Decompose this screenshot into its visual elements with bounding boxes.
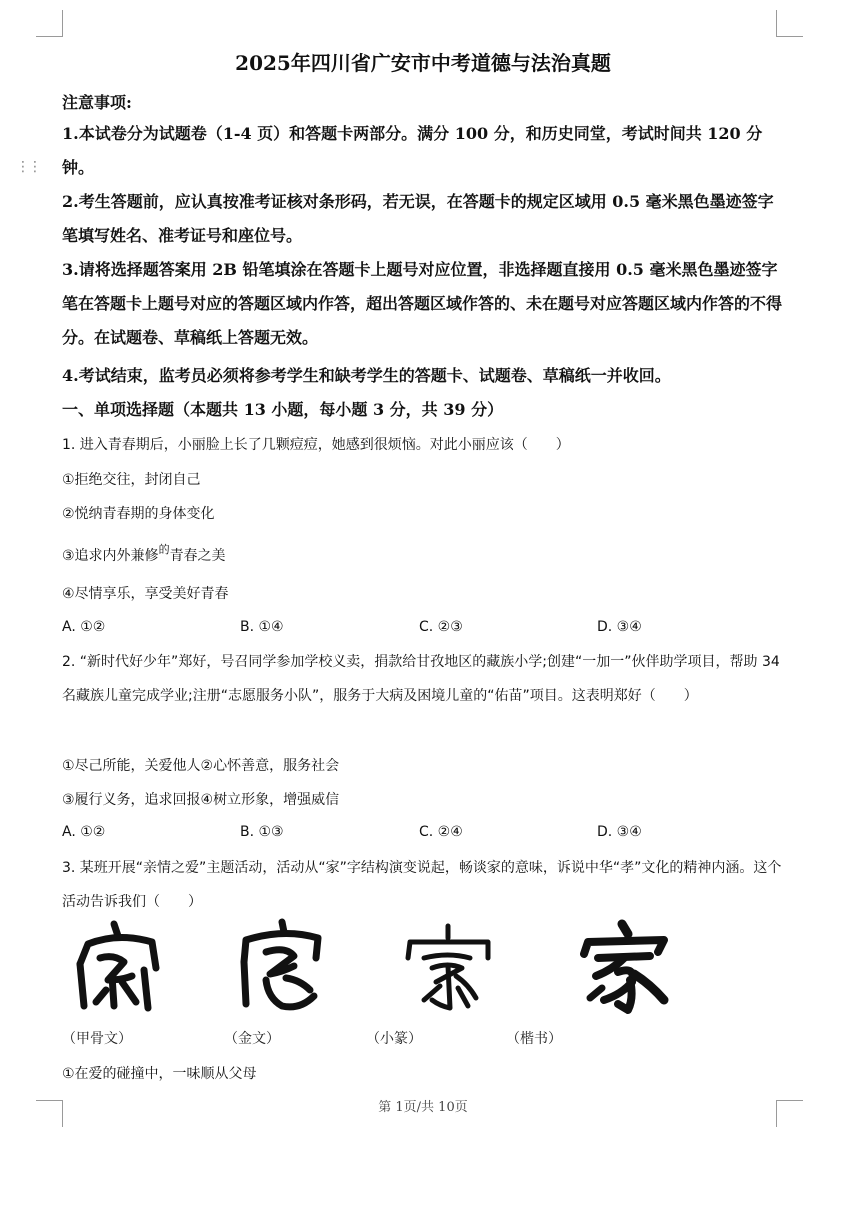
q2-statement-2: ③履行义务，追求回报④树立形象，增强威信 bbox=[62, 792, 340, 808]
notes-heading: 注意事项: bbox=[62, 93, 132, 112]
q2-option-c[interactable]: C. ②④ bbox=[419, 824, 463, 840]
page-footer: 第 1页/共 10页 bbox=[378, 1100, 468, 1115]
small-seal-jia-glyph bbox=[396, 918, 506, 1016]
crop-mark-top-right bbox=[776, 10, 803, 37]
q1-statement-3-sup: 的 bbox=[158, 543, 170, 556]
q2-option-b[interactable]: B. ①③ bbox=[240, 824, 284, 840]
bronze-jia-glyph bbox=[230, 918, 340, 1016]
caption-bronze: （金文） bbox=[224, 1031, 280, 1047]
note-item-4: 4.考试结束，监考员必须将参考学生和缺考学生的答题卡、试题卷、草稿纸一并收回。 bbox=[62, 366, 671, 385]
note-item-3: 3.请将选择题答案用 2B 铅笔填涂在答题卡上题号对应位置，非选择题直接用 0.5 毫米黑色墨迹签字笔在答题卡上题号对应的答题区域内作答，超出答题区域作答的、未在题号对应答题区域内作答的不得分。在试题卷、草稿纸上答题无效。 bbox=[62, 260, 783, 347]
q1-statement-4: ④尽情享乐，享受美好青春 bbox=[62, 586, 229, 602]
caption-small-seal: （小篆） bbox=[366, 1031, 422, 1047]
q3-statement-1: ①在爱的碰撞中，一味顺从父母 bbox=[62, 1066, 257, 1082]
q1-option-d[interactable]: D. ③④ bbox=[597, 619, 642, 635]
drag-handle-icon[interactable]: ⋮⋮ bbox=[16, 159, 40, 175]
q3-stem: 3. 某班开展“亲情之爱”主题活动，活动从“家”字结构演变说起，畅谈家的意味，诉说中华“孝”文化的精神内涵。这个活动告诉我们（ ） bbox=[62, 860, 782, 910]
q1-statement-3 bbox=[62, 545, 226, 565]
q2-option-d[interactable]: D. ③④ bbox=[597, 824, 642, 840]
crop-mark-top-left bbox=[36, 10, 63, 37]
q1-stem: 1. 进入青春期后，小丽脸上长了几颗痘痘，她感到很烦恼。对此小丽应该（ ） bbox=[62, 437, 570, 453]
q1-statement-2: ②悦纳青春期的身体变化 bbox=[62, 506, 215, 522]
q1-option-c[interactable]: C. ②③ bbox=[419, 619, 463, 635]
q1-statement-1: ①拒绝交往，封闭自己 bbox=[62, 472, 201, 488]
note-item-2: 2.考生答题前，应认真按准考证核对条形码，若无误，在答题卡的规定区域用 0.5 毫米黑色墨迹签字笔填写姓名、准考证号和座位号。 bbox=[62, 192, 774, 245]
q1-option-a[interactable]: A. ①② bbox=[62, 619, 106, 635]
q1-statement-3-part-b: 青春之美 bbox=[169, 548, 226, 564]
oracle-bone-jia-glyph bbox=[66, 918, 176, 1016]
regular-script-jia-glyph bbox=[572, 918, 682, 1016]
page-title: 2025年四川省广安市中考道德与法治真题 bbox=[235, 51, 611, 75]
caption-regular-script: （楷书） bbox=[506, 1031, 562, 1047]
q2-statement-1: ①尽己所能，关爱他人②心怀善意，服务社会 bbox=[62, 758, 340, 774]
caption-oracle-bone: （甲骨文） bbox=[62, 1031, 132, 1047]
q2-stem: 2. “新时代好少年”郑好，号召同学参加学校义卖，捐款给甘孜地区的藏族小学;创建“一加一”伙伴助学项目，帮助 34 名藏族儿童完成学业;注册“志愿服务小队”，服务于大病及困境儿童的“佑苗”项目。这表明郑好（ ） bbox=[62, 654, 780, 704]
note-item-1: 1.本试卷分为试题卷（1-4 页）和答题卡两部分。满分 100 分，和历史同堂，考试时间共 120 分钟。 bbox=[62, 124, 763, 177]
section-heading: 一、单项选择题（本题共 13 小题，每小题 3 分，共 39 分） bbox=[62, 400, 504, 419]
q2-option-a[interactable]: A. ①② bbox=[62, 824, 106, 840]
q1-option-b[interactable]: B. ①④ bbox=[240, 619, 284, 635]
q1-statement-3-part-a: ③追求内外兼修 bbox=[62, 548, 159, 564]
